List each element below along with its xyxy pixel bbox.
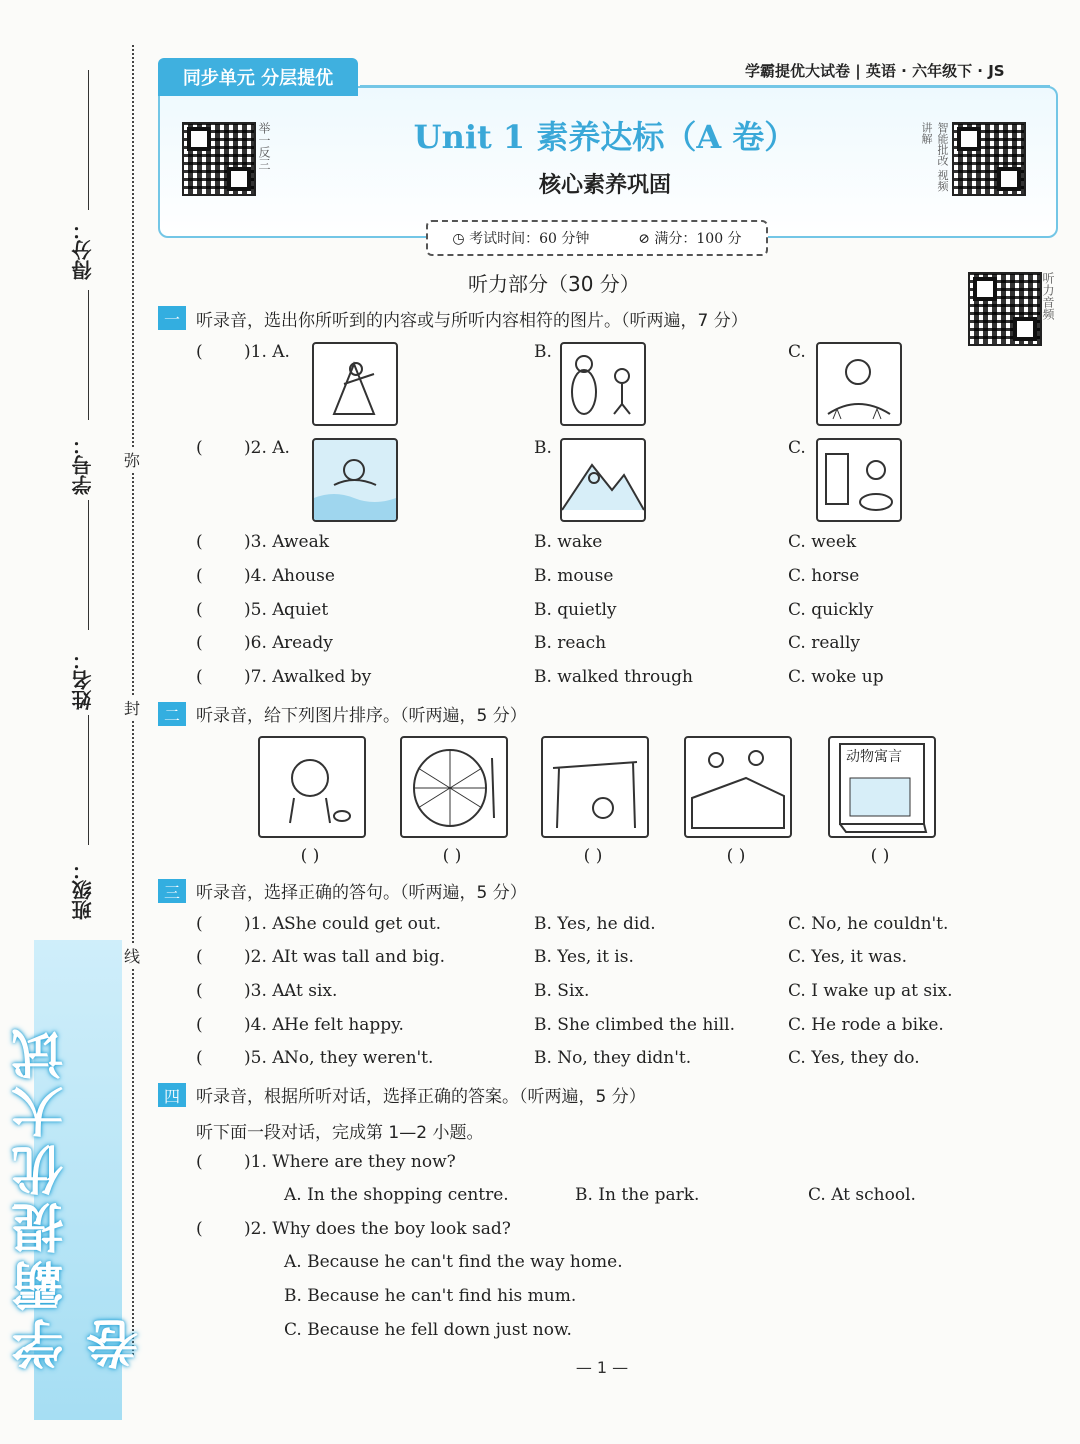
option-b: B. quietly: [534, 600, 617, 620]
part-title: 听力部分（30 分）: [468, 272, 640, 296]
class-label: 班级：: [71, 860, 95, 920]
answer-paren[interactable]: (: [196, 1048, 203, 1068]
option-picture: [560, 438, 646, 522]
class-blank: [88, 715, 89, 845]
answer-paren[interactable]: (: [196, 438, 203, 458]
header-panel: [158, 86, 1058, 238]
question-stem: )2. A.: [244, 438, 290, 458]
question-stem: )5. A.: [244, 600, 290, 620]
option-picture: [312, 438, 398, 522]
question-stem: )3. A.: [244, 532, 290, 552]
question-stem: )3. A.: [244, 981, 290, 1001]
option-c: C. Yes, it was.: [788, 947, 908, 967]
bear-girl-illustration: [562, 344, 644, 424]
answer-paren[interactable]: ( ): [442, 846, 462, 866]
option-a: No, they weren't.: [284, 1048, 434, 1068]
answer-paren[interactable]: (: [196, 667, 203, 687]
name-blank: [88, 500, 89, 630]
clothesline-illustration: [543, 738, 647, 836]
answer-paren[interactable]: (: [196, 600, 203, 620]
option-c: C. Yes, they do.: [788, 1048, 920, 1068]
option-label: B.: [534, 438, 552, 458]
question-row: [196, 1015, 1016, 1045]
option-label: C.: [788, 438, 806, 458]
option-picture: [816, 342, 902, 426]
option-c: C. I wake up at six.: [788, 981, 953, 1001]
answer-paren[interactable]: (: [196, 566, 203, 586]
question-stem: )2. Why does the boy look sad?: [244, 1219, 511, 1239]
option-label: B.: [534, 342, 552, 362]
student-id-label: 学号：: [71, 435, 95, 495]
qr-left-caption: 举一反三: [257, 122, 271, 170]
answer-paren[interactable]: (: [196, 342, 203, 362]
option-b: B. She climbed the hill.: [534, 1015, 736, 1035]
option-b: B. Because he can't find his mum.: [284, 1286, 577, 1306]
student-id-blank: [88, 290, 89, 420]
answer-paren[interactable]: ( ): [726, 846, 746, 866]
option-c: C. No, he couldn't.: [788, 914, 949, 934]
exam-time: ◷ 考试时间：60 分钟: [452, 231, 590, 247]
question-stem: )1. A.: [244, 914, 290, 934]
option-c: C. week: [788, 532, 857, 552]
question-stem: )1. A.: [244, 342, 290, 362]
room-scene-illustration: [686, 738, 790, 836]
option-a: A. Because he can't find the way home.: [284, 1252, 623, 1272]
question-row: [196, 532, 1016, 562]
option-picture: [816, 438, 902, 522]
question-row: [196, 667, 1016, 697]
option-c: C. quickly: [788, 600, 874, 620]
qr-code-icon[interactable]: [952, 122, 1026, 196]
hill-climbing-illustration: [562, 440, 644, 520]
clock-icon: ◷: [452, 231, 465, 247]
well-illustration: [818, 440, 900, 520]
section-instruction: 听录音，给下列图片排序。（听两遍，5 分）: [196, 706, 527, 726]
option-c: C. horse: [788, 566, 860, 586]
answer-paren[interactable]: ( ): [583, 846, 603, 866]
option-a: ready: [284, 633, 333, 653]
sequence-picture: [258, 736, 366, 838]
page-title: Unit 1 素养达标（A 卷）: [413, 118, 797, 156]
option-b: B. No, they didn't.: [534, 1048, 692, 1068]
option-a: She could get out.: [284, 914, 442, 934]
option-a: quiet: [284, 600, 329, 620]
section-instruction: 听录音，选出你所听到的内容或与所听内容相符的图片。（听两遍，7 分）: [196, 311, 748, 331]
seal-char-3: 线: [124, 944, 140, 967]
option-label: C.: [788, 342, 806, 362]
option-c: C. really: [788, 633, 861, 653]
option-b: B. In the park.: [575, 1185, 700, 1205]
option-c: C. Because he fell down just now.: [284, 1320, 572, 1340]
question-row: [196, 566, 1016, 596]
page-number: — 1 —: [575, 1358, 629, 1377]
question-row: [196, 1152, 1016, 1182]
option-b: B. Yes, he did.: [534, 914, 656, 934]
qr-code-icon[interactable]: [968, 272, 1042, 346]
fisherman-illustration: [314, 344, 396, 424]
section-badge: 三: [158, 879, 186, 903]
answer-paren[interactable]: (: [196, 914, 203, 934]
question-stem: )6. A.: [244, 633, 290, 653]
option-a: It was tall and big.: [284, 947, 445, 967]
exam-info-box: [426, 220, 768, 256]
option-b: B. walked through: [534, 667, 693, 687]
sequence-picture: [541, 736, 649, 838]
answer-paren[interactable]: ( ): [870, 846, 890, 866]
brand-logo-text: 学霸提优大试卷: [12, 1022, 148, 1370]
question-row: [196, 1219, 1016, 1249]
question-stem: )4. A.: [244, 1015, 290, 1035]
score-label: 得分：: [71, 220, 95, 280]
section-badge: 一: [158, 306, 186, 330]
section-instruction: 听录音，选择正确的答句。（听两遍，5 分）: [196, 883, 527, 903]
seal-char-1: 弥: [124, 448, 140, 471]
seal-char-2: 封: [124, 696, 140, 719]
swimming-illustration: [314, 440, 396, 520]
sequence-picture: [684, 736, 792, 838]
answer-paren[interactable]: (: [196, 1219, 203, 1239]
sequence-picture: [400, 736, 508, 838]
series-title: 学霸提优大试卷 | 英语 · 六年级下 · JS: [745, 62, 1005, 80]
answer-paren[interactable]: (: [196, 633, 203, 653]
option-b: B. Yes, it is.: [534, 947, 634, 967]
question-row: [196, 633, 1016, 663]
question-stem: )2. A.: [244, 947, 290, 967]
score-blank: [88, 70, 89, 210]
sequence-picture: [828, 736, 936, 838]
section-badge: 二: [158, 702, 186, 726]
option-a: He felt happy.: [284, 1015, 404, 1035]
girl-grass-illustration: [818, 344, 900, 424]
question-stem: )4. A.: [244, 566, 290, 586]
option-b: B. mouse: [534, 566, 614, 586]
option-a: A. In the shopping centre.: [284, 1185, 509, 1205]
answer-paren[interactable]: (: [196, 1152, 203, 1172]
question-row: [196, 1048, 1016, 1078]
qr-right-caption: 智能批改 视频讲解: [920, 122, 949, 192]
section-badge: 四: [158, 1083, 186, 1107]
option-c: C. He rode a bike.: [788, 1015, 944, 1035]
score-icon: ⊘: [638, 231, 650, 247]
page-subtitle: 核心素养巩固: [538, 173, 671, 198]
question-row: [196, 981, 1016, 1011]
question-stem: )7. A.: [244, 667, 290, 687]
answer-paren[interactable]: (: [196, 1015, 203, 1035]
name-label: 姓名：: [71, 650, 95, 710]
qr-code-icon[interactable]: [182, 122, 256, 196]
option-b: B. Six.: [534, 981, 590, 1001]
option-picture: [312, 342, 398, 426]
answer-paren[interactable]: (: [196, 981, 203, 1001]
answer-paren[interactable]: (: [196, 532, 203, 552]
question-row: [196, 600, 1016, 630]
question-row: [196, 914, 1016, 944]
dialogue-intro: 听下面一段对话，完成第 1—2 小题。: [196, 1123, 484, 1143]
option-a: walked by: [284, 667, 372, 687]
option-a: house: [284, 566, 335, 586]
lion-net-illustration: [402, 738, 506, 836]
book-cover-text: 动物寓言: [846, 749, 902, 765]
answer-paren[interactable]: (: [196, 947, 203, 967]
option-c: C. At school.: [808, 1185, 916, 1205]
question-stem: )1. Where are they now?: [244, 1152, 456, 1172]
option-c: C. woke up: [788, 667, 884, 687]
answer-paren[interactable]: ( ): [300, 846, 320, 866]
question-row: [196, 947, 1016, 977]
qr-listen-caption: 听力音频: [1041, 272, 1055, 320]
full-score: ⊘ 满分：100 分: [638, 231, 742, 247]
option-picture: [560, 342, 646, 426]
option-a: weak: [284, 532, 330, 552]
option-b: B. reach: [534, 633, 607, 653]
question-stem: )5. A.: [244, 1048, 290, 1068]
lion-mouse-illustration: [260, 738, 364, 836]
option-a: At six.: [284, 981, 338, 1001]
section-instruction: 听录音，根据所听对话，选择正确的答案。（听两遍，5 分）: [196, 1087, 646, 1107]
unit-tab: 同步单元 分层提优: [158, 58, 358, 96]
option-b: B. wake: [534, 532, 603, 552]
